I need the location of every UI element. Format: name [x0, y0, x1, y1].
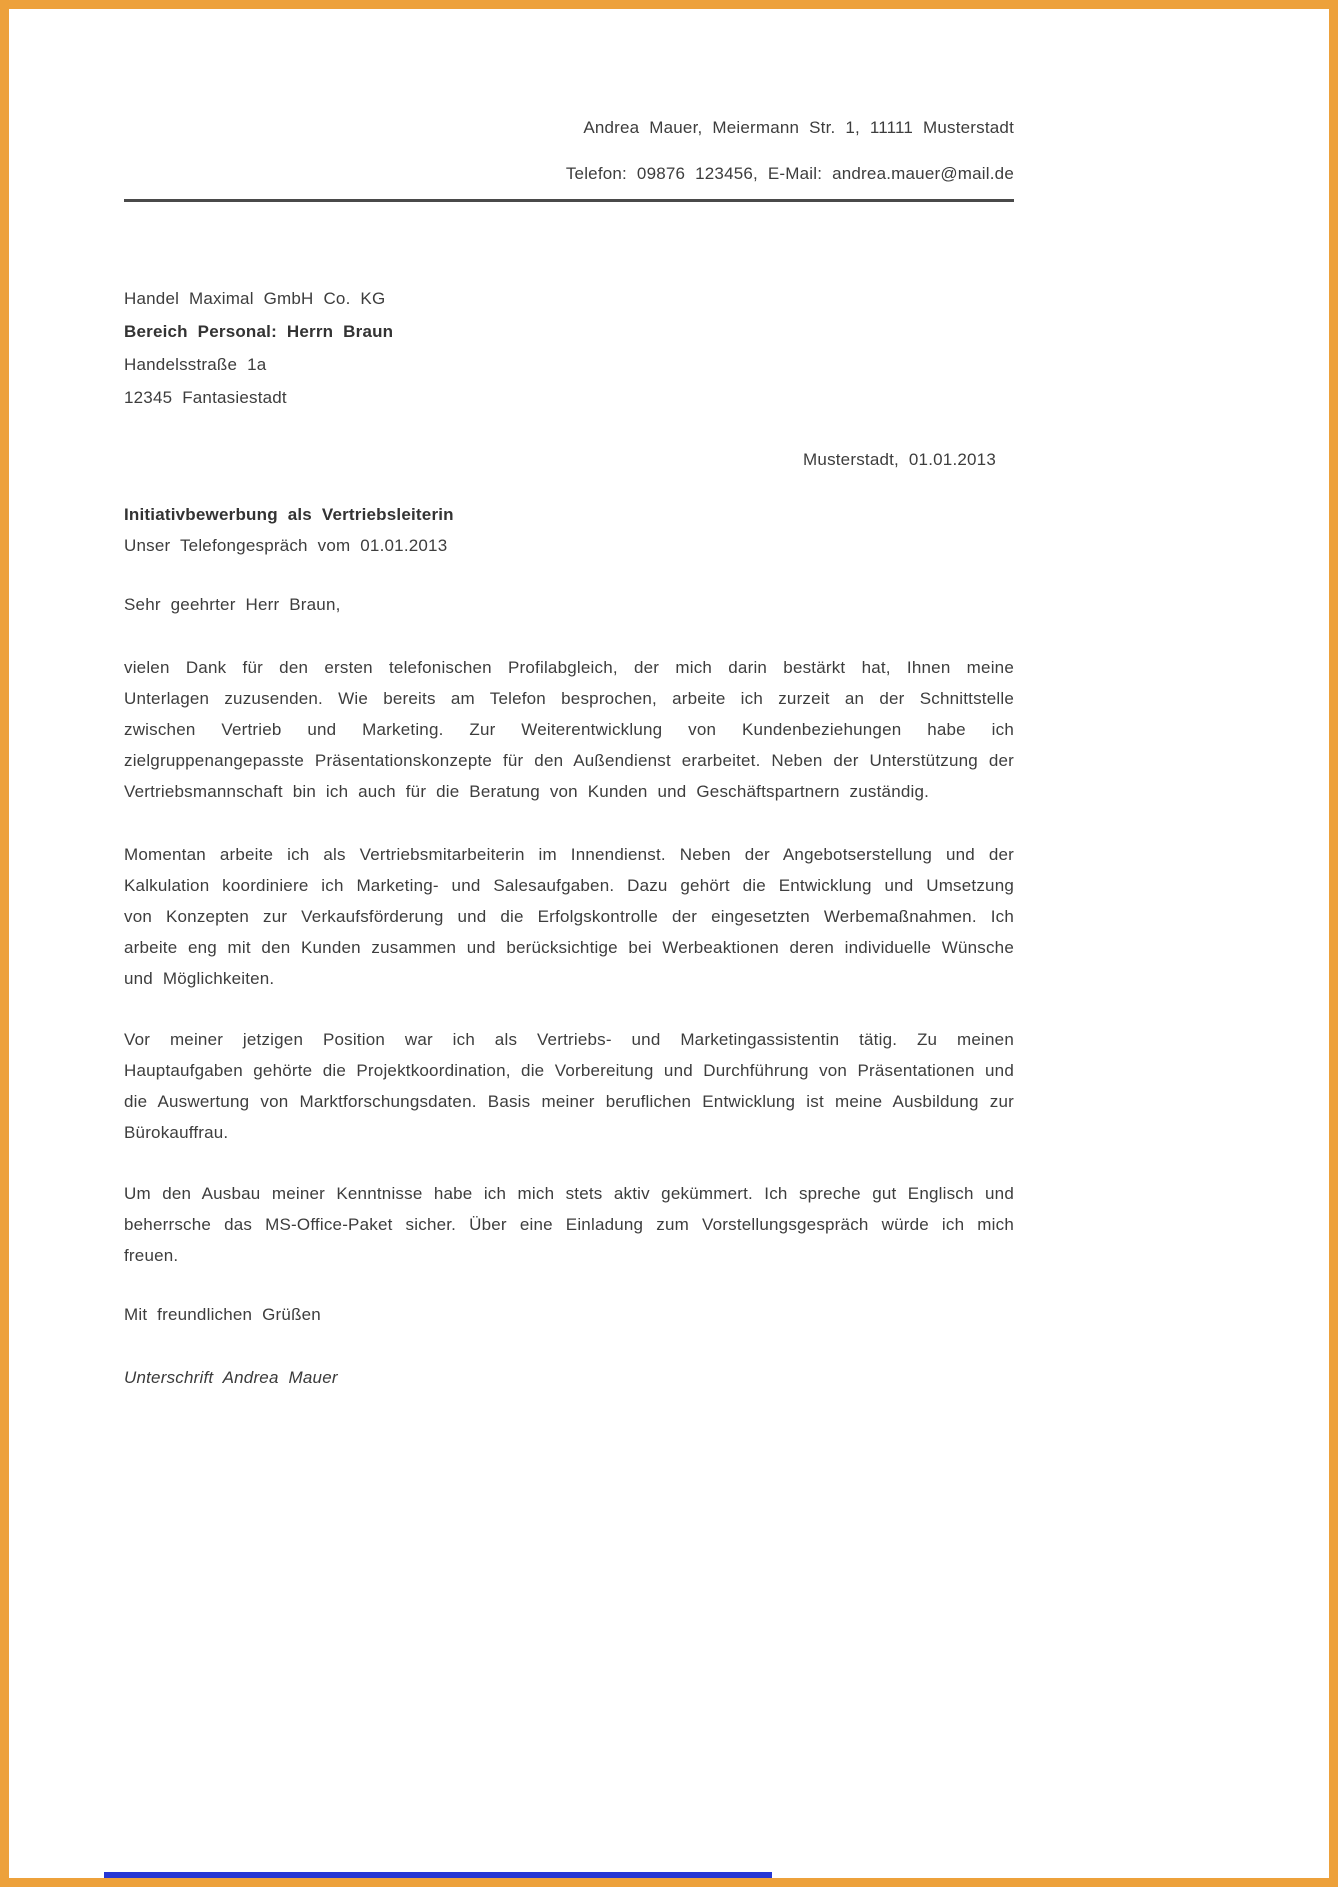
recipient-street: Handelsstraße 1a [124, 355, 267, 374]
recipient-department: Bereich Personal: Herrn Braun [124, 322, 394, 341]
recipient-city: 12345 Fantasiestadt [124, 388, 287, 407]
bottom-decoration-line [104, 1872, 772, 1878]
subject-reference: Unser Telefongespräch vom 01.01.2013 [124, 536, 448, 555]
signature-line: Unterschrift Andrea Mauer [124, 1368, 338, 1387]
letter-content [124, 9, 1014, 1393]
body-paragraph-4: Um den Ausbau meiner Kenntnisse habe ich mich stets aktiv gekümmert. Ich spreche gut Englisch und beherrsche das MS-Office-Paket sicher. Über eine Einladung zum Vorstellungsgespräch würde ich mich freuen. [124, 1184, 1014, 1265]
date-line: Musterstadt, 01.01.2013 [803, 450, 996, 469]
sender-address-line: Andrea Mauer, Meiermann Str. 1, 11111 Musterstadt [583, 118, 1014, 137]
body-paragraph-3: Vor meiner jetzigen Position war ich als Vertriebs- und Marketingassistentin tätig. Zu meinen Hauptaufgaben gehörte die Projektkoordination, die Vorbereitung und Durchführung von Präsentationen und die Auswertung von Marktforschungsdaten. Basis meiner beruflichen Entwicklung ist meine Ausbildung zur Bürokauffrau. [124, 1030, 1014, 1142]
closing-line: Mit freundlichen Grüßen [124, 1305, 321, 1324]
subject-block [124, 499, 1014, 561]
recipient-block [124, 282, 1014, 414]
salutation: Sehr geehrter Herr Braun, [124, 595, 341, 614]
header-divider-rule [124, 199, 1014, 202]
sender-block [124, 105, 1014, 197]
subject-title: Initiativbewerbung als Vertriebsleiterin [124, 505, 454, 524]
recipient-company: Handel Maximal GmbH Co. KG [124, 289, 386, 308]
body-paragraph-2: Momentan arbeite ich als Vertriebsmitarbeiterin im Innendienst. Neben der Angebotserstellung und der Kalkulation koordiniere ich Marketing- und Salesaufgaben. Dazu gehört die Entwicklung und Umsetzung von Konzepten zur Verkaufsförderung und die Erfolgskontrolle der eingesetzten Werbemaßnahmen. Ich arbeite eng mit den Kunden zusammen und berücksichtige bei Werbeaktionen deren individuelle Wünsche und Möglichkeiten. [124, 845, 1014, 988]
sender-contact-line: Telefon: 09876 123456, E-Mail: andrea.mauer@mail.de [565, 164, 1014, 183]
body-paragraph-1: vielen Dank für den ersten telefonischen Profilabgleich, der mich darin bestärkt hat, Ihnen meine Unterlagen zuzusenden. Wie bereits am Telefon besprochen, arbeite ich zurzeit an der Schnittstelle zwischen Vertrieb und Marketing. Zur Weiterentwicklung von Kundenbeziehungen habe ich zielgruppenangepasste Präsentationskonzepte für den Außendienst erarbeitet. Neben der Unterstützung der Vertriebsmannschaft bin ich auch für die Beratung von Kunden und Geschäftspartnern zuständig. [124, 658, 1014, 801]
